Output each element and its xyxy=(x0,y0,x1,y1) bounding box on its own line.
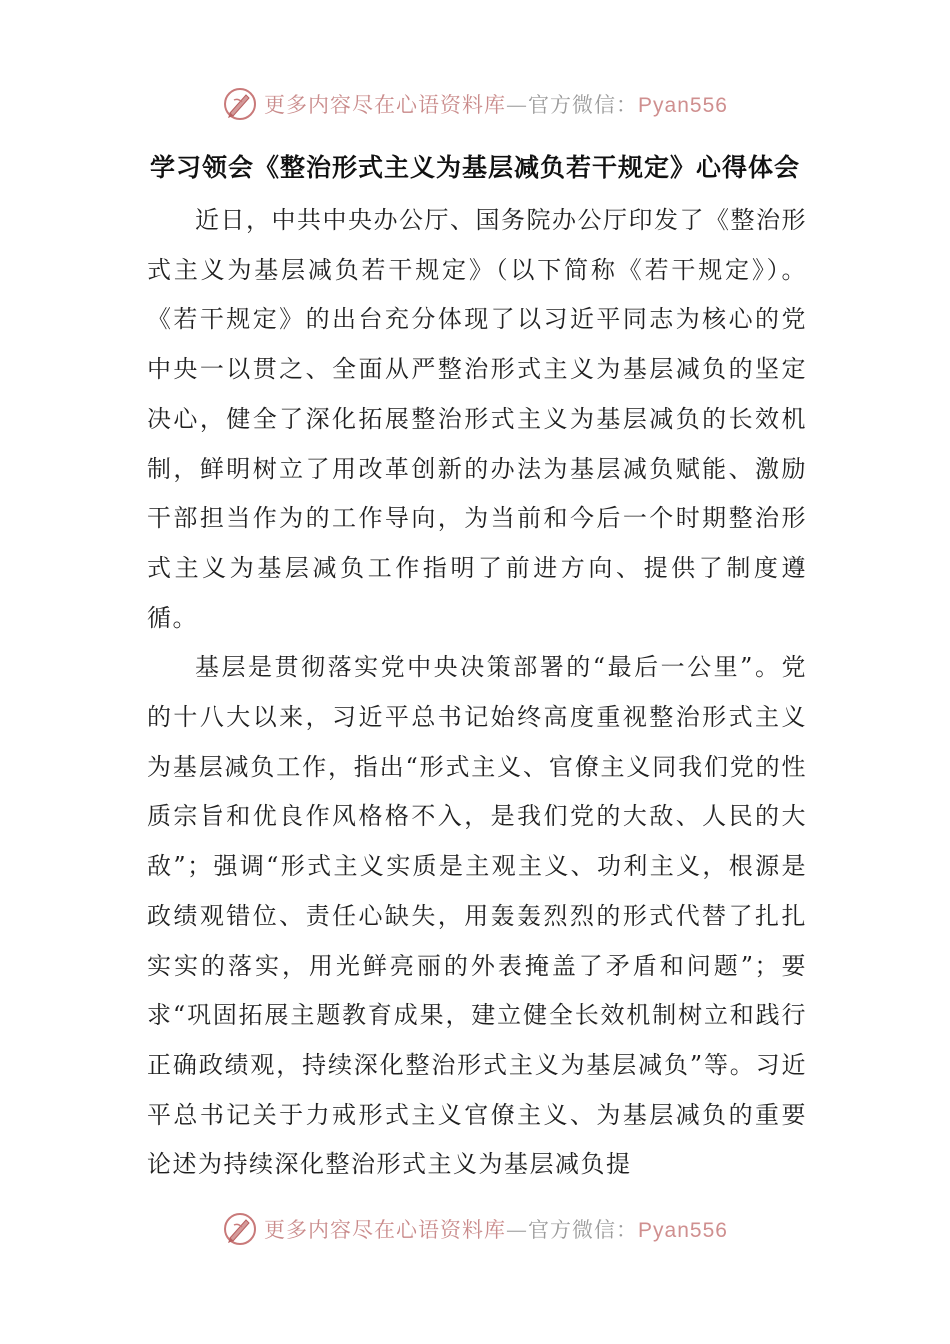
watermark-banner-bottom xyxy=(0,1207,950,1251)
watermark-label: 官方微信： xyxy=(528,1218,639,1242)
watermark-banner-top xyxy=(0,82,950,126)
watermark-dash: — xyxy=(506,1218,529,1242)
paragraph-2: 基层是贯彻落实党中央决策部署的“最后一公里”。党的十八大以来，习近平总书记始终高度重视整治形式主义为基层减负工作，指出“形式主义、官僚主义同我们党的性质宗旨和优良作风格格不入，是我们党的大敌、人民的大敌”；强调“形式主义实质是主观主义、功利主义，根源是政绩观错位、责任心缺失，用轰轰烈烈的形式代替了扎扎实实的落实，用光鲜亮丽的外表掩盖了矛盾和问题”；要求“巩固拓展主题教育成果，建立健全长效机制树立和践行正确政绩观，持续深化整治形式主义为基层减负”等。习近平总书记关于力戒形式主义官僚主义、为基层减负的重要论述为持续深化整治形式主义为基层减负提 xyxy=(147,653,807,1179)
watermark-main-text: 更多内容尽在心语资料库 xyxy=(264,1218,507,1242)
pen-logo-icon xyxy=(222,1211,258,1247)
watermark-label: 官方微信： xyxy=(528,93,639,117)
watermark-wechat-id: Pyan556 xyxy=(638,1219,728,1242)
watermark-text xyxy=(264,1214,728,1244)
watermark-main-text: 更多内容尽在心语资料库 xyxy=(264,93,507,117)
watermark-text xyxy=(264,89,728,119)
document-title: 学习领会《整治形式主义为基层减负若干规定》心得体会 xyxy=(149,153,800,182)
document-body xyxy=(147,196,807,1190)
pen-logo-icon xyxy=(222,86,258,122)
watermark-dash: — xyxy=(506,93,529,117)
watermark-wechat-id: Pyan556 xyxy=(638,94,728,117)
paragraph-1: 近日，中共中央办公厅、国务院办公厅印发了《整治形式主义为基层减负若干规定》（以下简称《若干规定》）。《若干规定》的出台充分体现了以习近平同志为核心的党中央一以贯之、全面从严整治形式主义为基层减负的坚定决心，健全了深化拓展整治形式主义为基层减负的长效机制，鲜明树立了用改革创新的办法为基层减负赋能、激励干部担当作为的工作导向，为当前和今后一个时期整治形式主义为基层减负工作指明了前进方向、提供了制度遵循。 xyxy=(147,206,807,632)
